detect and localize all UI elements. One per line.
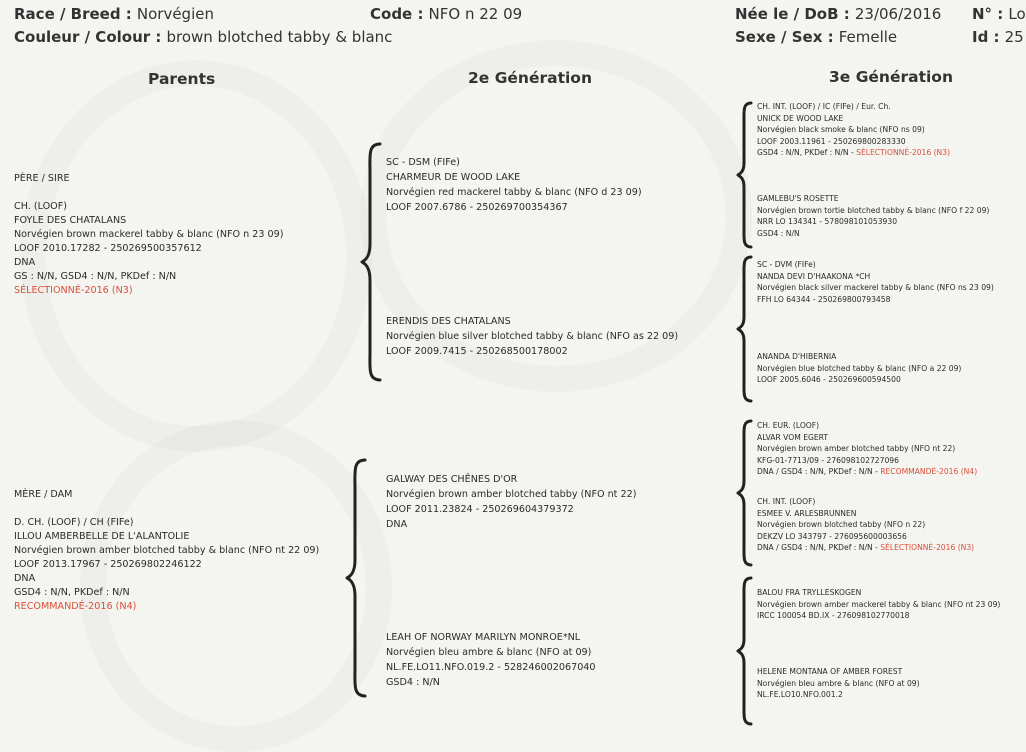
gen2-4-registration: NL.FE.LO11.NFO.019.2 - 528246002067040	[386, 662, 596, 673]
sire-title: CH. (LOOF)	[14, 201, 67, 212]
gen2-4-breed: Norvégien bleu ambre & blanc (NFO at 09)	[386, 647, 592, 658]
gen3-1-selection: SÉLECTIONNÉ-2016 (N3)	[856, 148, 951, 157]
breed-field	[14, 4, 214, 23]
sire-registration: LOOF 2010.17282 - 250269500357612	[14, 243, 202, 254]
gen2-1-registration: LOOF 2007.6786 - 250269700354367	[386, 202, 568, 213]
column-title-parents: Parents	[148, 70, 216, 88]
gen3-6-tests-line	[757, 542, 974, 554]
gen3-8-name: HELENE MONTANA OF AMBER FOREST	[757, 667, 903, 676]
gen3-8-registration: NL.FE.LO10.NFO.001.2	[757, 690, 843, 699]
sire-block	[14, 172, 284, 298]
gen3-5-tests-line	[757, 466, 977, 478]
gen2-3-registration: LOOF 2011.23824 - 250269604379372	[386, 504, 574, 515]
sire-selection: SÉLECTIONNÉ-2016 (N3)	[14, 285, 133, 296]
gen2-4-name: LEAH OF NORWAY MARILYN MONROE*NL	[386, 632, 581, 643]
dam-dna: DNA	[14, 573, 36, 584]
sex-field	[735, 27, 897, 46]
gen3-brace-3	[736, 419, 754, 567]
colour-value: brown blotched tabby & blanc	[166, 28, 393, 46]
gen2-2-registration: LOOF 2009.7415 - 250268500178002	[386, 346, 568, 357]
gen3-6-selection: SÉLECTIONNÉ-2016 (N3)	[880, 543, 975, 552]
gen3-2-breed: Norvégien brown tortie blotched tabby & blanc (NFO f 22 09)	[757, 205, 990, 215]
gen3-3-title: SC - DVM (FIFe)	[757, 260, 816, 269]
gen3-1-title: CH. INT. (LOOF) / IC (FIFe) / Eur. Ch.	[757, 102, 891, 111]
dob-label: Née le / DoB :	[735, 5, 850, 23]
gen2-entry-4	[386, 630, 596, 690]
dob-value: 23/06/2016	[854, 5, 942, 23]
dam-tests: GSD4 : N/N, PKDef : N/N	[14, 587, 130, 598]
id-value: 25	[1004, 28, 1024, 46]
gen3-4-registration: LOOF 2005.6046 - 250269600594500	[757, 375, 901, 384]
gen3-6-name: ESMEE V. ARLESBRUNNEN	[757, 508, 857, 518]
gen3-5-title: CH. EUR. (LOOF)	[757, 421, 820, 430]
sire-dna: DNA	[14, 257, 36, 268]
sire-breed: Norvégien brown mackerel tabby & blanc (NFO n 23 09)	[14, 229, 284, 240]
gen3-3-registration: FFH LO 64344 - 250269800793458	[757, 294, 891, 304]
gen3-entry-4	[757, 351, 961, 386]
gen3-entry-8	[757, 666, 920, 701]
colour-label: Couleur / Colour :	[14, 28, 162, 46]
number-value: Lo	[1008, 5, 1026, 23]
gen2-3-extra: DNA	[386, 519, 408, 530]
dam-block	[14, 488, 319, 614]
code-field	[370, 4, 522, 23]
sire-role: PÈRE / SIRE	[14, 173, 70, 184]
number-label: N° :	[972, 5, 1004, 23]
gen2-entry-2	[386, 314, 678, 359]
gen3-1-tests-line	[757, 147, 950, 159]
gen3-3-name: NANDA DEVI D'HAAKONA *CH	[757, 271, 871, 281]
gen3-entry-6	[757, 496, 974, 554]
gen2-2-breed: Norvégien blue silver blotched tabby & blanc (NFO as 22 09)	[386, 331, 679, 342]
gen3-entry-2	[757, 193, 989, 239]
sex-label: Sexe / Sex :	[735, 28, 834, 46]
gen2-4-extra: GSD4 : N/N	[386, 677, 440, 688]
gen3-1-breed: Norvégien black smoke & blanc (NFO ns 09)	[757, 125, 925, 134]
gen3-4-breed: Norvégien blue blotched tabby & blanc (NFO a 22 09)	[757, 363, 962, 373]
gen2-1-breed: Norvégien red mackerel tabby & blanc (NFO d 23 09)	[386, 187, 642, 198]
gen3-5-tests: DNA / GSD4 : N/N, PKDef : N/N -	[757, 467, 881, 476]
gen3-5-registration: KFG-01-7713/09 - 276098102727096	[757, 455, 899, 465]
gen3-7-breed: Norvégien brown amber mackerel tabby & blanc (NFO nt 23 09)	[757, 599, 1001, 609]
gen3-brace-2	[736, 255, 754, 403]
column-title-gen3: 3e Génération	[829, 68, 953, 86]
gen2-entry-1	[386, 155, 642, 215]
code-value: NFO n 22 09	[428, 5, 523, 23]
gen3-entry-5	[757, 420, 977, 478]
dam-name: ILLOU AMBERBELLE DE L'ALANTOLIE	[14, 531, 190, 542]
gen3-entry-1	[757, 101, 950, 159]
gen2-entry-3	[386, 472, 636, 532]
gen3-1-name: UNICK DE WOOD LAKE	[757, 113, 844, 123]
gen2-2-name: ERENDIS DES CHATALANS	[386, 316, 511, 327]
gen3-6-registration: DEKZV LO 343797 - 276095600003656	[757, 531, 907, 541]
gen3-5-selection: RECOMMANDÉ-2016 (N4)	[880, 467, 978, 476]
colour-field	[14, 27, 392, 46]
gen3-4-name: ANANDA D'HIBERNIA	[757, 352, 837, 361]
id-field	[972, 27, 1024, 46]
gen3-7-name: BALOU FRA TRYLLESKOGEN	[757, 588, 862, 597]
gen3-6-tests: DNA / GSD4 : N/N, PKDef : N/N -	[757, 543, 881, 552]
gen2-brace-dam	[345, 458, 369, 698]
gen3-2-registration: NRR LO 134341 - 578098101053930	[757, 217, 898, 226]
dam-title: D. CH. (LOOF) / CH (FIFe)	[14, 517, 134, 528]
sex-value: Femelle	[838, 28, 898, 46]
gen3-2-extra: GSD4 : N/N	[757, 228, 800, 238]
gen3-6-breed: Norvégien brown blotched tabby (NFO n 22)	[757, 520, 926, 529]
gen3-brace-4	[736, 576, 754, 726]
dam-selection: RECOMMANDÉ-2016 (N4)	[14, 601, 137, 612]
gen3-5-name: ALVAR VOM EGERT	[757, 432, 829, 442]
sire-name: FOYLE DES CHATALANS	[14, 215, 127, 226]
gen3-1-registration: LOOF 2003.11961 - 250269800283330	[757, 136, 906, 146]
sire-tests: GS : N/N, GSD4 : N/N, PKDef : N/N	[14, 271, 177, 282]
dam-role: MÈRE / DAM	[14, 489, 73, 500]
gen3-1-tests: GSD4 : N/N, PKDef : N/N -	[757, 148, 857, 157]
dam-breed: Norvégien brown amber blotched tabby & blanc (NFO nt 22 09)	[14, 545, 320, 556]
gen2-1-name: CHARMEUR DE WOOD LAKE	[386, 172, 521, 183]
gen2-1-title: SC - DSM (FIFe)	[386, 157, 460, 168]
gen3-6-title: CH. INT. (LOOF)	[757, 497, 816, 506]
gen2-brace-sire	[360, 142, 384, 382]
gen3-7-registration: IRCC 100054 BD.IX - 276098102770018	[757, 611, 910, 620]
breed-label: Race / Breed :	[14, 5, 132, 23]
dam-registration: LOOF 2013.17967 - 250269802246122	[14, 559, 202, 570]
column-title-gen2: 2e Génération	[468, 69, 592, 87]
number-field	[972, 4, 1026, 23]
gen3-3-breed: Norvégien black silver mackerel tabby & blanc (NFO ns 23 09)	[757, 283, 994, 292]
code-label: Code :	[370, 5, 424, 23]
gen2-3-breed: Norvégien brown amber blotched tabby (NFO nt 22)	[386, 489, 637, 500]
dob-field	[735, 4, 941, 23]
gen2-3-name: GALWAY DES CHÊNES D'OR	[386, 474, 518, 485]
gen3-entry-3	[757, 259, 994, 305]
breed-value: Norvégien	[136, 5, 214, 23]
gen3-entry-7	[757, 587, 1000, 622]
gen3-brace-1	[736, 101, 754, 249]
gen3-8-breed: Norvégien bleu ambre & blanc (NFO at 09)	[757, 678, 920, 688]
id-label: Id :	[972, 28, 1000, 46]
gen3-5-breed: Norvégien brown amber blotched tabby (NFO nt 22)	[757, 444, 956, 453]
gen3-2-name: GAMLEBU'S ROSETTE	[757, 194, 839, 203]
